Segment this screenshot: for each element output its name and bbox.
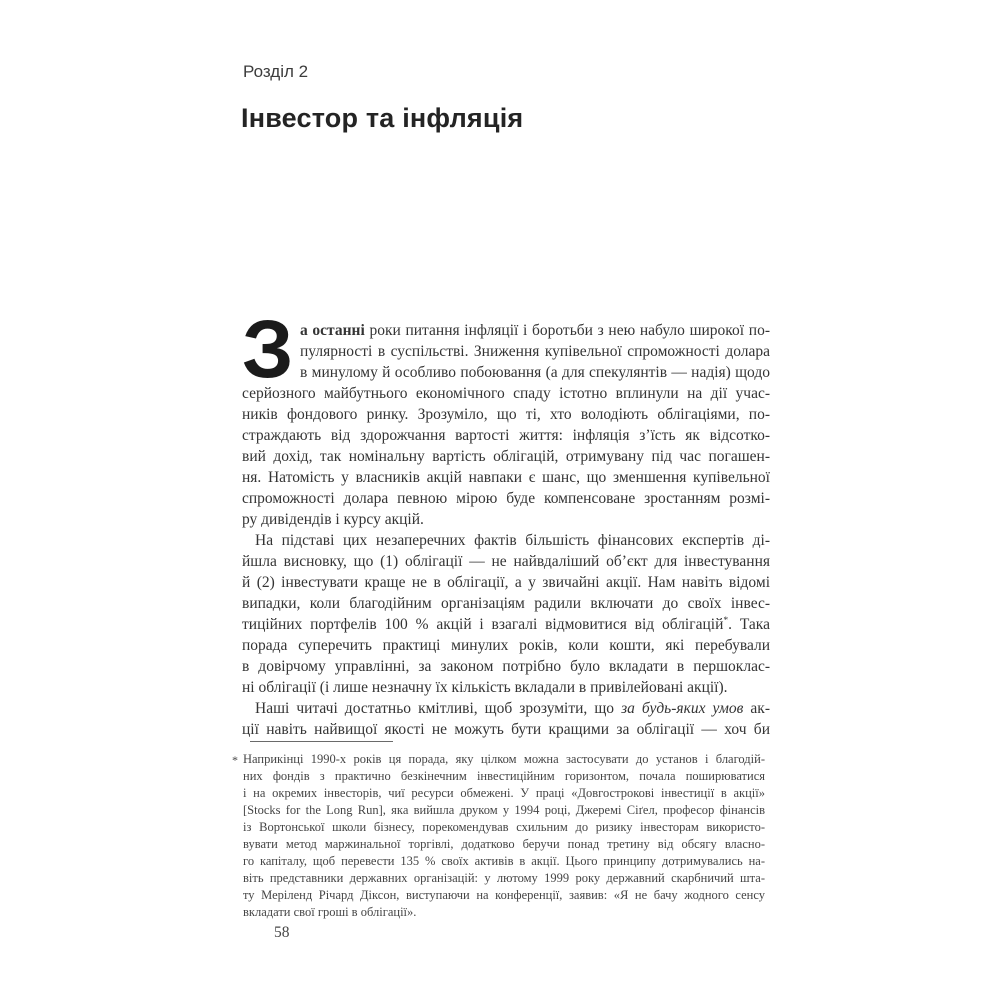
drop-cap: З (242, 304, 294, 395)
footnote-marker: * (232, 753, 238, 767)
body-line: в минулому й особливо побоювання (а для спекулянтів — надія) щодо (300, 364, 770, 381)
paragraph (242, 304, 770, 530)
body-line: ників фондового ринку. Зрозуміло, що ті, хто володіють облігаціями, по- (242, 406, 770, 423)
footnote-line: [Stocks for the Long Run], яка вийшла друком у 1994 році, Джеремі Сіґел, професор фінансів (243, 803, 765, 817)
body-line: ції навіть найвищої якості не можуть бути кращими за облігації — хоч би (242, 721, 770, 738)
body-line: йшла висновку, що (1) облігації — не найвдаліший об’єкт для інвестування (242, 553, 770, 570)
body-line: випадки, коли благодійним організаціям радили включати до своїх інвес- (242, 595, 770, 612)
body-line: тиційних портфелів 100 % акцій і взагалі відмовитися від облігацій*. Така (242, 614, 770, 633)
body-line: страждають від здорожчання вартості життя: інфляція з’їсть як відсотко- (242, 427, 770, 444)
body-line: й (2) інвестувати краще не в облігації, а у звичайні акції. Нам навіть відомі (242, 574, 770, 591)
body-line: ня. Натомість у власників акцій навпаки є шанс, що зменшення купівельної (242, 469, 770, 486)
footnote-line: ту Меріленд Річард Діксон, виступаючи на конференції, заявив: «Я не бачу жодного сенсу (243, 888, 765, 902)
footnote (232, 751, 765, 921)
footnote-line: вувати метод маржинальної торгівлі, додатково беручи понад третину від обсягу власно- (243, 837, 765, 851)
footnote-divider (250, 741, 393, 742)
footnote-line: Наприкінці 1990-х років ця порада, яку цілком можна застосувати до установ і благодій- (243, 752, 765, 766)
footnote-line: го капіталу, щоб перевести 135 % своїх активів в акції. Цього принципу дотримувались на- (243, 854, 765, 868)
footnote-line: віть представники державних організацій: у лютому 1999 року державний скарбничий шта- (243, 871, 765, 885)
body-line: серйозного майбутнього економічного спаду істотно вплинули на дії учас- (242, 385, 770, 402)
paragraph (242, 530, 770, 698)
footnote-line: них фондів з практично безкінечним інвестиційним горизонтом, почала поширюватися (243, 769, 765, 783)
chapter-label: Розділ 2 (243, 62, 309, 81)
body-line: а останні роки питання інфляції і боротьби з нею набуло широкої по- (300, 322, 770, 339)
page-title: Інвестор та інфляція (241, 103, 524, 133)
body-line: спроможності долара певною мірою буде компенсоване зростанням розмі- (242, 490, 770, 507)
footnote-text (243, 751, 765, 921)
body-line: Наші читачі достатньо кмітливі, щоб зрозуміти, що за будь-яких умов ак- (255, 700, 770, 717)
footnote-line: вкладати свої гроші в облігації». (243, 905, 417, 919)
body-text (242, 304, 770, 740)
footnote-line: і на окремих інвесторів, чиї ресурси обмежені. У праці «Довгострокові інвестиції в акції» (243, 786, 765, 800)
footnote-line: із Вортонської школи бізнесу, порекомендував схильним до ризику інвесторам використо- (243, 820, 765, 834)
paragraph (242, 698, 770, 740)
body-line: порада суперечить практиці минулих років, коли кошти, які перебували (242, 637, 770, 654)
body-line: в довірчому управлінні, за законом потрібно було вкладати в першоклас- (242, 658, 770, 675)
body-line: На підставі цих незаперечних фактів більшість фінансових експертів ді- (255, 532, 770, 549)
body-line: ру дивідендів і курсу акцій. (242, 511, 424, 528)
page-number: 58 (274, 924, 290, 941)
body-line: пулярності в суспільстві. Зниження купівельної спроможності долара (300, 343, 770, 360)
body-line: ні облігації (і лише незначну їх кількість вкладали в привілейовані акції). (242, 679, 728, 696)
body-line: вий дохід, так номінальну вартість облігацій, отримувану під час погашен- (242, 448, 770, 465)
